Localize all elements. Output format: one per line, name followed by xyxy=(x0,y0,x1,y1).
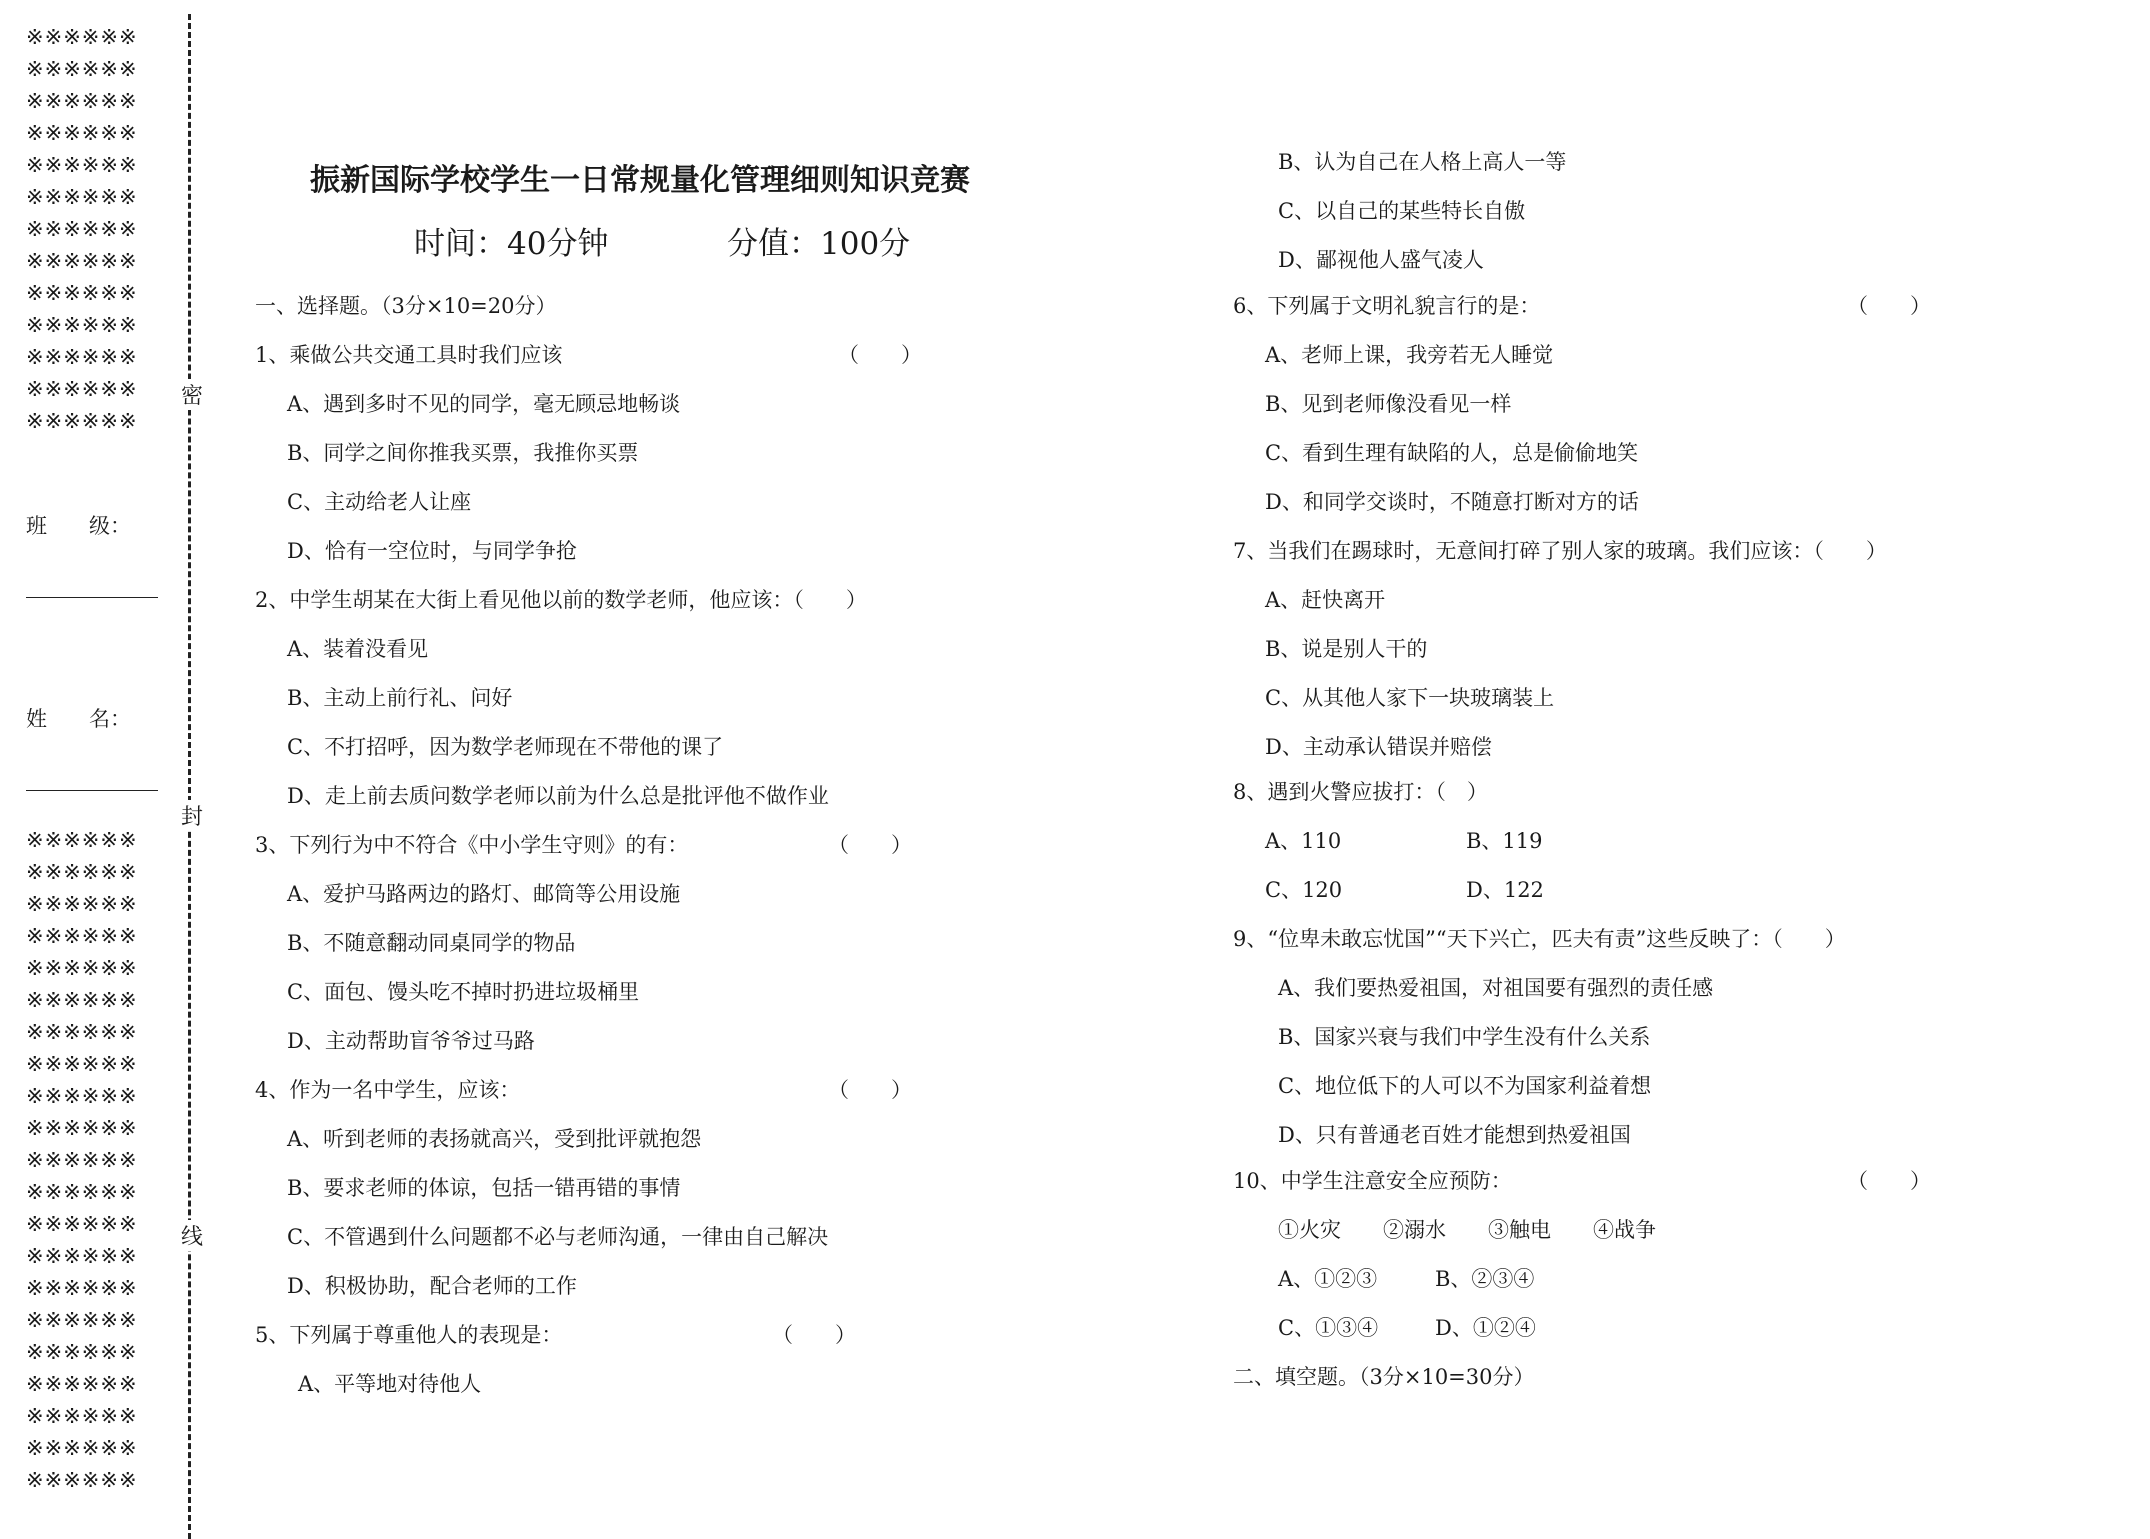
question-9-option-d: D、只有普通老百姓才能想到热爱祖国 xyxy=(1278,1123,1631,1147)
name-label: 姓 名： xyxy=(26,707,131,731)
question-3-option-a: A、爱护马路两边的路灯、邮筒等公用设施 xyxy=(287,882,681,906)
question-2-stem: 2、中学生胡某在大街上看见他以前的数学老师，他应该：（ ） xyxy=(255,588,867,612)
seal-char-feng: 封 xyxy=(181,800,203,831)
ornament-row: ※※※※※※ xyxy=(26,956,138,980)
ornament-row: ※※※※※※ xyxy=(26,185,138,209)
question-4-option-a: A、听到老师的表扬就高兴，受到批评就抱怨 xyxy=(287,1127,702,1151)
question-2-option-b: B、主动上前行礼、问好 xyxy=(287,686,513,710)
ornament-row: ※※※※※※ xyxy=(26,1020,138,1044)
ornament-row: ※※※※※※ xyxy=(26,57,138,81)
ornament-row: ※※※※※※ xyxy=(26,121,138,145)
question-1-option-d: D、恰有一空位时，与同学争抢 xyxy=(287,539,577,563)
question-5-option-d: D、鄙视他人盛气凌人 xyxy=(1278,248,1484,272)
ornament-row: ※※※※※※ xyxy=(26,988,138,1012)
ornament-row: ※※※※※※ xyxy=(26,1340,138,1364)
seal-column xyxy=(0,0,204,1518)
question-3-option-d: D、主动帮助盲爷爷过马路 xyxy=(287,1029,535,1053)
question-5-answer-blank[interactable]: （ ） xyxy=(772,1323,856,1347)
exam-score: 分值：100分 xyxy=(727,226,911,262)
question-7-option-c: C、从其他人家下一块玻璃装上 xyxy=(1265,686,1555,710)
question-10-stem: 10、中学生注意安全应预防： xyxy=(1233,1169,1512,1193)
ornament-row: ※※※※※※ xyxy=(26,409,138,433)
ornament-row: ※※※※※※ xyxy=(26,924,138,948)
question-1-answer-blank[interactable]: （ ） xyxy=(838,343,922,367)
question-10-option-b: B、②③④ xyxy=(1435,1267,1535,1291)
question-9-stem: 9、“位卑未敢忘忧国”“天下兴亡，匹夫有责”这些反映了：（ ） xyxy=(1233,927,1846,951)
question-5-stem: 5、下列属于尊重他人的表现是： xyxy=(255,1323,563,1347)
class-field-line[interactable] xyxy=(26,597,158,598)
ornament-row: ※※※※※※ xyxy=(26,249,138,273)
question-6-option-c: C、看到生理有缺陷的人，总是偷偷地笑 xyxy=(1265,441,1639,465)
question-7-option-d: D、主动承认错误并赔偿 xyxy=(1265,735,1492,759)
seal-dashed-line xyxy=(188,14,191,1539)
question-9-option-a: A、我们要热爱祖国，对祖国要有强烈的责任感 xyxy=(1278,976,1714,1000)
class-label: 班 级： xyxy=(26,514,131,538)
question-8-option-d: D、122 xyxy=(1466,878,1544,902)
seal-char-xian: 线 xyxy=(181,1220,203,1251)
ornament-row: ※※※※※※ xyxy=(26,1116,138,1140)
question-7-option-b: B、说是别人干的 xyxy=(1265,637,1428,661)
ornament-row: ※※※※※※ xyxy=(26,153,138,177)
question-4-option-b: B、要求老师的体谅，包括一错再错的事情 xyxy=(287,1176,681,1200)
ornament-row: ※※※※※※ xyxy=(26,313,138,337)
question-8-option-a: A、110 xyxy=(1265,829,1342,853)
ornament-row: ※※※※※※ xyxy=(26,1468,138,1492)
question-5-option-b: B、认为自己在人格上高人一等 xyxy=(1278,150,1567,174)
question-3-option-b: B、不随意翻动同桌同学的物品 xyxy=(287,931,576,955)
exam-time: 时间：40分钟 xyxy=(414,226,609,262)
ornament-row: ※※※※※※ xyxy=(26,1436,138,1460)
question-7-stem: 7、当我们在踢球时，无意间打碎了别人家的玻璃。我们应该：（ ） xyxy=(1233,539,1887,563)
question-10-answer-blank[interactable]: （ ） xyxy=(1847,1169,1931,1193)
ornament-row: ※※※※※※ xyxy=(26,1084,138,1108)
ornament-row: ※※※※※※ xyxy=(26,860,138,884)
question-9-option-b: B、国家兴衰与我们中学生没有什么关系 xyxy=(1278,1025,1651,1049)
ornament-row: ※※※※※※ xyxy=(26,1244,138,1268)
question-10-option-a: A、①②③ xyxy=(1278,1267,1378,1291)
name-field-line[interactable] xyxy=(26,790,158,791)
ornament-row: ※※※※※※ xyxy=(26,217,138,241)
question-5-option-c: C、以自己的某些特长自傲 xyxy=(1278,199,1526,223)
question-9-option-c: C、地位低下的人可以不为国家利益着想 xyxy=(1278,1074,1652,1098)
ornament-row: ※※※※※※ xyxy=(26,1212,138,1236)
question-8-stem: 8、遇到火警应拔打：（ ） xyxy=(1233,780,1488,804)
question-10-items: ①火灾 ②溺水 ③触电 ④战争 xyxy=(1278,1218,1656,1242)
ornament-row: ※※※※※※ xyxy=(26,892,138,916)
question-4-option-c: C、不管遇到什么问题都不必与老师沟通，一律由自己解决 xyxy=(287,1225,829,1249)
question-5-option-a: A、平等地对待他人 xyxy=(298,1372,482,1396)
section-choice-title: 一、选择题。（3分×10=20分） xyxy=(255,294,557,318)
ornament-row: ※※※※※※ xyxy=(26,1180,138,1204)
question-1-stem: 1、乘做公共交通工具时我们应该 xyxy=(255,343,563,367)
ornament-row: ※※※※※※ xyxy=(26,1308,138,1332)
seal-char-mi: 密 xyxy=(181,379,203,410)
ornament-row: ※※※※※※ xyxy=(26,828,138,852)
question-6-option-a: A、老师上课，我旁若无人睡觉 xyxy=(1265,343,1554,367)
question-1-option-b: B、同学之间你推我买票，我推你买票 xyxy=(287,441,639,465)
question-1-option-a: A、遇到多时不见的同学，毫无顾忌地畅谈 xyxy=(287,392,681,416)
question-6-option-d: D、和同学交谈时，不随意打断对方的话 xyxy=(1265,490,1639,514)
question-6-stem: 6、下列属于文明礼貌言行的是： xyxy=(1233,294,1541,318)
question-3-stem: 3、下列行为中不符合《中小学生守则》的有： xyxy=(255,833,689,857)
question-2-option-c: C、不打招呼，因为数学老师现在不带他的课了 xyxy=(287,735,724,759)
question-3-answer-blank[interactable]: （ ） xyxy=(828,833,912,857)
ornament-row: ※※※※※※ xyxy=(26,1404,138,1428)
question-4-stem: 4、作为一名中学生，应该： xyxy=(255,1078,521,1102)
question-1-option-c: C、主动给老人让座 xyxy=(287,490,472,514)
question-6-option-b: B、见到老师像没看见一样 xyxy=(1265,392,1512,416)
question-8-option-b: B、119 xyxy=(1466,829,1543,853)
question-2-option-a: A、装着没看见 xyxy=(287,637,429,661)
ornament-row: ※※※※※※ xyxy=(26,1148,138,1172)
question-4-option-d: D、积极协助，配合老师的工作 xyxy=(287,1274,577,1298)
ornament-row: ※※※※※※ xyxy=(26,1052,138,1076)
ornament-row: ※※※※※※ xyxy=(26,1276,138,1300)
question-2-option-d: D、走上前去质问数学老师以前为什么总是批评他不做作业 xyxy=(287,784,829,808)
question-10-option-d: D、①②④ xyxy=(1435,1316,1536,1340)
section-fill-title: 二、填空题。（3分×10=30分） xyxy=(1233,1365,1535,1389)
ornament-row: ※※※※※※ xyxy=(26,25,138,49)
ornament-row: ※※※※※※ xyxy=(26,345,138,369)
ornament-row: ※※※※※※ xyxy=(26,281,138,305)
ornament-row: ※※※※※※ xyxy=(26,1372,138,1396)
ornament-row: ※※※※※※ xyxy=(26,377,138,401)
question-4-answer-blank[interactable]: （ ） xyxy=(828,1078,912,1102)
question-10-option-c: C、①③④ xyxy=(1278,1316,1379,1340)
ornament-row: ※※※※※※ xyxy=(26,89,138,113)
question-6-answer-blank[interactable]: （ ） xyxy=(1847,294,1931,318)
question-8-option-c: C、120 xyxy=(1265,878,1343,902)
question-3-option-c: C、面包、馒头吃不掉时扔进垃圾桶里 xyxy=(287,980,640,1004)
question-7-option-a: A、赶快离开 xyxy=(1265,588,1386,612)
page-title: 振新国际学校学生一日常规量化管理细则知识竞赛 xyxy=(310,163,970,198)
